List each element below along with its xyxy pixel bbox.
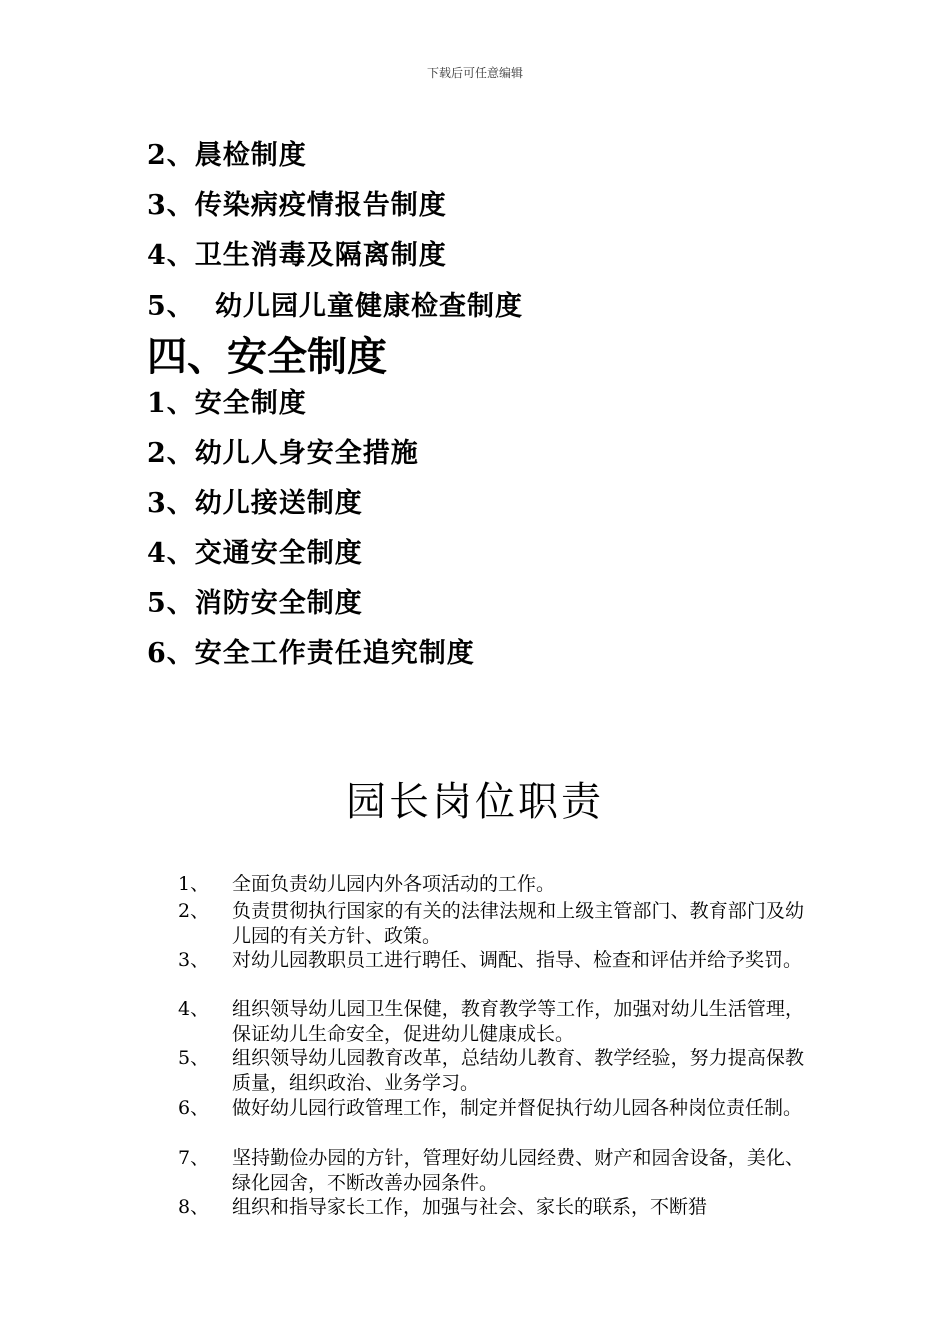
- duty-item: [178, 1096, 818, 1121]
- duty-item: [178, 872, 818, 897]
- list-item-health-exam: [147, 284, 523, 323]
- list-item-text: 消防安全制度: [194, 588, 363, 619]
- list-item-text: 传染病疫情报告制度: [194, 190, 447, 221]
- list-item-number: 5、: [147, 291, 195, 322]
- duty-item: [178, 1146, 818, 1196]
- section-heading: 四、安全制度: [147, 333, 387, 380]
- list-item-number: 1、: [147, 388, 195, 419]
- list-item-text: 安全工作责任追究制度: [194, 638, 475, 669]
- list-item-pickup: [147, 481, 363, 520]
- duty-text: 组织和指导家长工作，加强与社会、家长的联系，不断猎: [232, 1196, 708, 1218]
- duty-text: 对幼儿园教职员工进行聘任、调配、指导、检查和评估并给予奖罚。: [232, 949, 803, 971]
- list-item-number: 2、: [147, 438, 195, 469]
- list-item-disinfection: [147, 233, 447, 272]
- duty-text: 全面负责幼儿园内外各项活动的工作。: [232, 873, 556, 895]
- list-item-number: 4、: [147, 240, 195, 271]
- list-item-morning-check: [147, 133, 307, 172]
- duty-text: 做好幼儿园行政管理工作，制定并督促执行幼儿园各种岗位责任制。: [232, 1097, 803, 1119]
- list-item-text: 安全制度: [194, 388, 307, 419]
- duty-text: 组织领导幼儿园卫生保健，教育教学等工作，加强对幼儿生活管理，保证幼儿生命安全，促进幼儿健康成长。: [232, 998, 804, 1045]
- list-item-number: 2、: [147, 140, 195, 171]
- list-item-personal-safety: [147, 431, 419, 470]
- list-item-text: 晨检制度: [194, 140, 307, 171]
- duty-text: 坚持勤俭办园的方针，管理好幼儿园经费、财产和园舍设备，美化、绿化园舍，不断改善办园条件。: [232, 1147, 804, 1194]
- duty-number: 4、: [178, 998, 210, 1020]
- duty-number: 8、: [178, 1196, 210, 1218]
- duty-number: 2、: [178, 900, 210, 922]
- list-item-safety: [147, 381, 307, 420]
- list-item-number: 3、: [147, 190, 195, 221]
- list-item-number: 5、: [147, 588, 195, 619]
- list-item-text: 幼儿接送制度: [194, 488, 363, 519]
- duty-number: 6、: [178, 1097, 210, 1119]
- list-item-number: 4、: [147, 538, 195, 569]
- list-item-fire-safety: [147, 581, 363, 620]
- duty-item: [178, 948, 818, 973]
- duty-item: [178, 1046, 818, 1096]
- list-item-number: 3、: [147, 488, 195, 519]
- list-item-accountability: [147, 631, 475, 670]
- duty-number: 7、: [178, 1147, 210, 1169]
- duty-number: 3、: [178, 949, 210, 971]
- list-item-text: 交通安全制度: [194, 538, 363, 569]
- list-item-number: 6、: [147, 638, 195, 669]
- duty-item: [178, 997, 818, 1047]
- document-title: 园长岗位职责: [346, 779, 604, 825]
- duty-item: [178, 899, 818, 949]
- duty-number: 5、: [178, 1047, 210, 1069]
- page-header-note: 下载后可任意编辑: [426, 66, 523, 80]
- list-item-text: 幼儿园儿童健康检查制度: [215, 291, 523, 322]
- list-item-epidemic-report: [147, 183, 447, 222]
- list-item-text: 卫生消毒及隔离制度: [194, 240, 447, 271]
- duty-text: 负责贯彻执行国家的有关的法律法规和上级主管部门、教育部门及幼儿园的有关方针、政策。: [232, 900, 804, 947]
- duty-number: 1、: [178, 873, 210, 895]
- duty-text: 组织领导幼儿园教育改革，总结幼儿教育、教学经验，努力提高保教质量，组织政治、业务学习。: [232, 1047, 804, 1094]
- duty-item: [178, 1195, 818, 1220]
- list-item-text: 幼儿人身安全措施: [194, 438, 419, 469]
- list-item-traffic-safety: [147, 531, 363, 570]
